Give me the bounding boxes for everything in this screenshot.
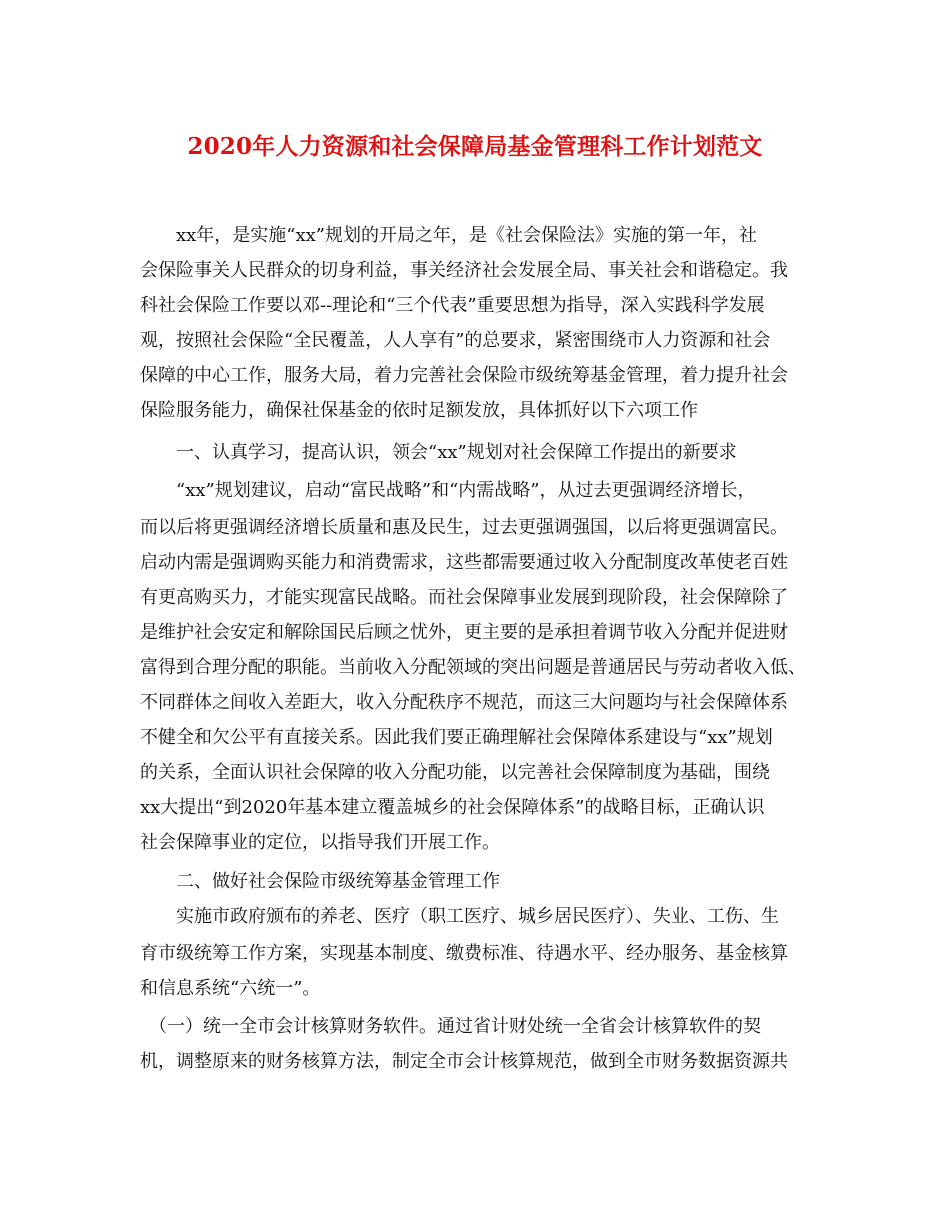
paragraph-line: 不同群体之间收入差距大，收入分配秩序不规范，而这三大问题均与社会保障体系 bbox=[140, 692, 788, 713]
paragraph-line: 会保险事关人民群众的切身利益，事关经济社会发展全局、事关社会和谐稳定。我 bbox=[140, 260, 788, 281]
document-title: 2020年人力资源和社会保障局基金管理科工作计划范文 bbox=[187, 133, 763, 160]
paragraph-line: 而以后将更强调经济增长质量和惠及民生，过去更强调强国，以后将更强调富民。 bbox=[140, 517, 788, 538]
paragraph-line: 保险服务能力，确保社保基金的依时足额发放，具体抓好以下六项工作 bbox=[140, 400, 698, 421]
paragraph-line: 富得到合理分配的职能。当前收入分配领域的突出问题是普通居民与劳动者收入低、 bbox=[140, 657, 806, 678]
paragraph-line: 机，调整原来的财务核算方法，制定全市会计核算规范，做到全市财务数据资源共 bbox=[140, 1051, 788, 1072]
section-heading: 一、认真学习，提高认识，领会“xx”规划对社会保障工作提出的新要求 bbox=[140, 442, 737, 463]
paragraph-line: 有更高购买力，才能实现富民战略。而社会保障事业发展到现阶段，社会保障除了 bbox=[140, 587, 788, 608]
paragraph-line: 和信息系统“六统一”。 bbox=[140, 978, 321, 999]
paragraph-line: 科社会保险工作要以邓--理论和“三个代表”重要思想为指导，深入实践科学发展 bbox=[140, 295, 765, 316]
paragraph-line: “xx”规划建议，启动“富民战略”和“内需战略”，从过去更强调经济增长， bbox=[140, 480, 756, 501]
paragraph-line: 社会保障事业的定位，以指导我们开展工作。 bbox=[140, 832, 500, 853]
paragraph-line: 的关系，全面认识社会保障的收入分配功能，以完善社会保障制度为基础，围绕 bbox=[140, 762, 770, 783]
paragraph-line: 启动内需是强调购买能力和消费需求，这些都需要通过收入分配制度改革使老百姓 bbox=[140, 552, 788, 573]
paragraph-line: 保障的中心工作，服务大局，着力完善社会保险市级统筹基金管理，着力提升社会 bbox=[140, 365, 788, 386]
paragraph-line: xx年，是实施“xx”规划的开局之年，是《社会保险法》实施的第一年，社 bbox=[140, 225, 758, 246]
paragraph-line: 是维护社会安定和解除国民后顾之忧外，更主要的是承担着调节收入分配并促进财 bbox=[140, 622, 788, 643]
paragraph-line: 观，按照社会保险“全民覆盖，人人享有”的总要求，紧密围绕市人力资源和社会 bbox=[140, 330, 771, 351]
section-heading: 二、做好社会保险市级统筹基金管理工作 bbox=[140, 871, 500, 892]
paragraph-line: xx大提出“到2020年基本建立覆盖城乡的社会保障体系”的战略目标，正确认识 bbox=[140, 797, 765, 818]
paragraph-line: 育市级统筹工作方案，实现基本制度、缴费标准、待遇水平、经办服务、基金核算 bbox=[140, 943, 788, 964]
paragraph-line: （一）统一全市会计核算财务软件。通过省计财处统一全省会计核算软件的契 bbox=[140, 1016, 761, 1037]
paragraph-line: 不健全和欠公平有直接关系。因此我们要正确理解社会保障体系建设与“xx”规划 bbox=[140, 727, 773, 748]
paragraph-line: 实施市政府颁布的养老、医疗（职工医疗、城乡居民医疗）、失业、工伤、生 bbox=[140, 906, 779, 927]
